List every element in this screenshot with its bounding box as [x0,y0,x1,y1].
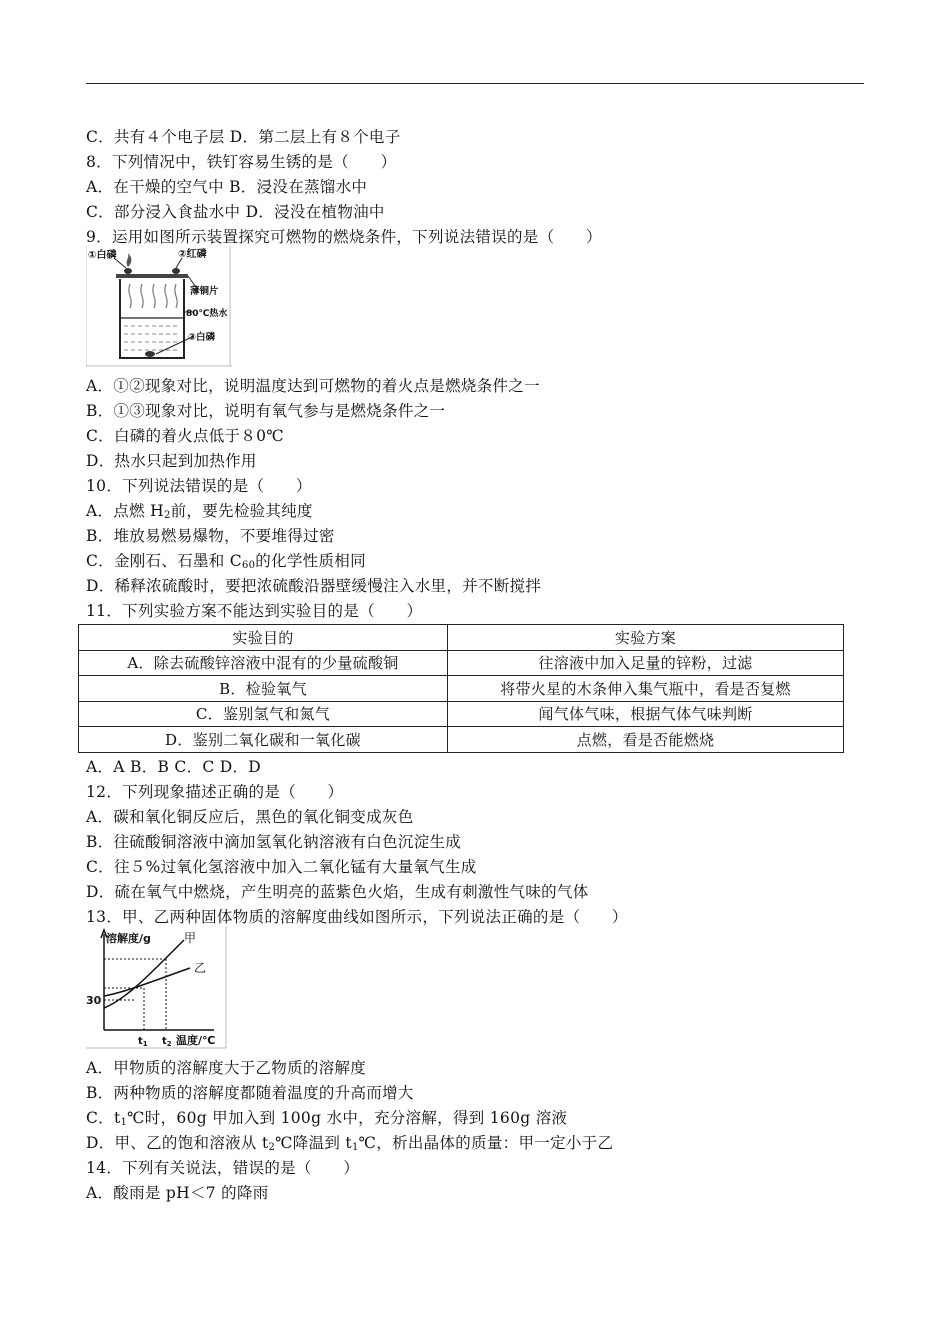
header-purpose: 实验目的 [79,625,448,651]
row-plan: 往溶液中加入足量的锌粉，过滤 [448,650,844,676]
q10-option-c: C．金刚石、石墨和 $C_{60}$的化学性质相同 [86,552,366,571]
q14-stem: 14．下列有关说法，错误的是（ ） [86,1159,360,1177]
y-tick-30: 30 [86,994,102,1007]
row-plan: 点燃，看是否能燃烧 [448,727,844,753]
label-red-phosphorus: ②红磷 [178,249,207,260]
series-label-yi: 乙 [194,961,207,975]
q8-stem: 8．下列情况中，铁钉容易生锈的是（ ） [86,153,397,171]
q7-option-cd: C．共有４个电子层 D．第二层上有８个电子 [86,128,401,146]
q8-option-cd: C．部分浸入食盐水中 D．浸没在植物油中 [86,203,385,221]
solubility-curve-figure [86,926,228,1050]
q12-option-c: C．往５%过氧化氢溶液中加入二氧化锰有大量氧气生成 [86,858,477,876]
table-row [79,701,844,727]
q9-stem: 9．运用如图所示装置探究可燃物的燃烧条件，下列说法错误的是（ ） [86,228,602,246]
q12-option-d: D．硫在氧气中燃烧，产生明亮的蓝紫色火焰，生成有刺激性气味的气体 [86,883,589,901]
q10-stem: 10．下列说法错误的是（ ） [86,477,312,495]
q12-option-b: B．往硫酸铜溶液中滴加氢氧化钠溶液有白色沉淀生成 [86,833,462,851]
row-purpose: C．鉴别氢气和氮气 [79,701,448,727]
row-purpose: B．检验氧气 [79,676,448,702]
q10-option-d: D．稀释浓硫酸时，要把浓硫酸沿器壁缓慢注入水里，并不断搅拌 [86,577,542,595]
header-rule [86,83,864,84]
x-axis-label: 温度/℃ [176,1034,216,1047]
q9-option-b: B．①③现象对比，说明有氧气参与是燃烧条件之一 [86,402,446,420]
table-row [79,676,844,702]
table-row [79,650,844,676]
row-plan: 闻气体气味，根据气体气味判断 [448,701,844,727]
x-tick-t2: $t_2$ [162,1036,172,1048]
q14-option-a: A．酸雨是 pH＜7 的降雨 [86,1184,269,1202]
row-purpose: D．鉴别二氧化碳和一氧化碳 [79,727,448,753]
combustion-apparatus-figure [86,246,232,368]
row-plan: 将带火星的木条伸入集气瓶中，看是否复燃 [448,676,844,702]
label-hot-water: 80℃热水 [186,309,228,319]
label-white-phosphorus-1: ①白磷 [88,250,117,261]
q13-option-c: C．$t_1℃$时，60g 甲加入到 100g 水中，充分溶解，得到 160g 溶液 [86,1109,568,1128]
table-row [79,727,844,753]
y-axis-label: 溶解度/g [106,932,151,945]
q13-option-b: B．两种物质的溶解度都随着温度的升高而增大 [86,1084,414,1102]
row-purpose: A．除去硫酸锌溶液中混有的少量硫酸铜 [79,650,448,676]
q11-stem: 11．下列实验方案不能达到实验目的是（ ） [86,602,423,620]
q10-option-a: A．点燃 $H_2$前，要先检验其纯度 [86,502,313,521]
q11-options: A．A B．B C．C D．D [86,758,262,776]
q10-option-b: B．堆放易燃易爆物，不要堆得过密 [86,527,335,545]
q13-option-d: D．甲、乙的饱和溶液从 $t_2℃$降温到 $t_1℃$，析出晶体的质量：甲一定小于乙 [86,1134,614,1153]
q9-option-c: C．白磷的着火点低于８0℃ [86,427,284,445]
q12-stem: 12．下列现象描述正确的是（ ） [86,783,344,801]
q9-option-d: D．热水只起到加热作用 [86,452,257,470]
q11-experiment-table [78,624,844,753]
x-tick-t1: $t_1$ [138,1036,148,1048]
header-plan: 实验方案 [448,625,844,651]
q8-option-ab: A．在干燥的空气中 B．浸没在蒸馏水中 [86,178,368,196]
series-label-jia: 甲 [184,931,197,945]
label-copper-plate: 薄铜片 [190,286,219,297]
q12-option-a: A．碳和氧化铜反应后，黑色的氧化铜变成灰色 [86,808,414,826]
q9-option-a: A．①②现象对比，说明温度达到可燃物的着火点是燃烧条件之一 [86,377,540,395]
q13-option-a: A．甲物质的溶解度大于乙物质的溶解度 [86,1059,367,1077]
label-white-phosphorus-3: ③白磷 [188,332,216,343]
q13-stem: 13．甲、乙两种固体物质的溶解度曲线如图所示，下列说法正确的是（ ） [86,908,628,926]
table-header-row [79,625,844,651]
